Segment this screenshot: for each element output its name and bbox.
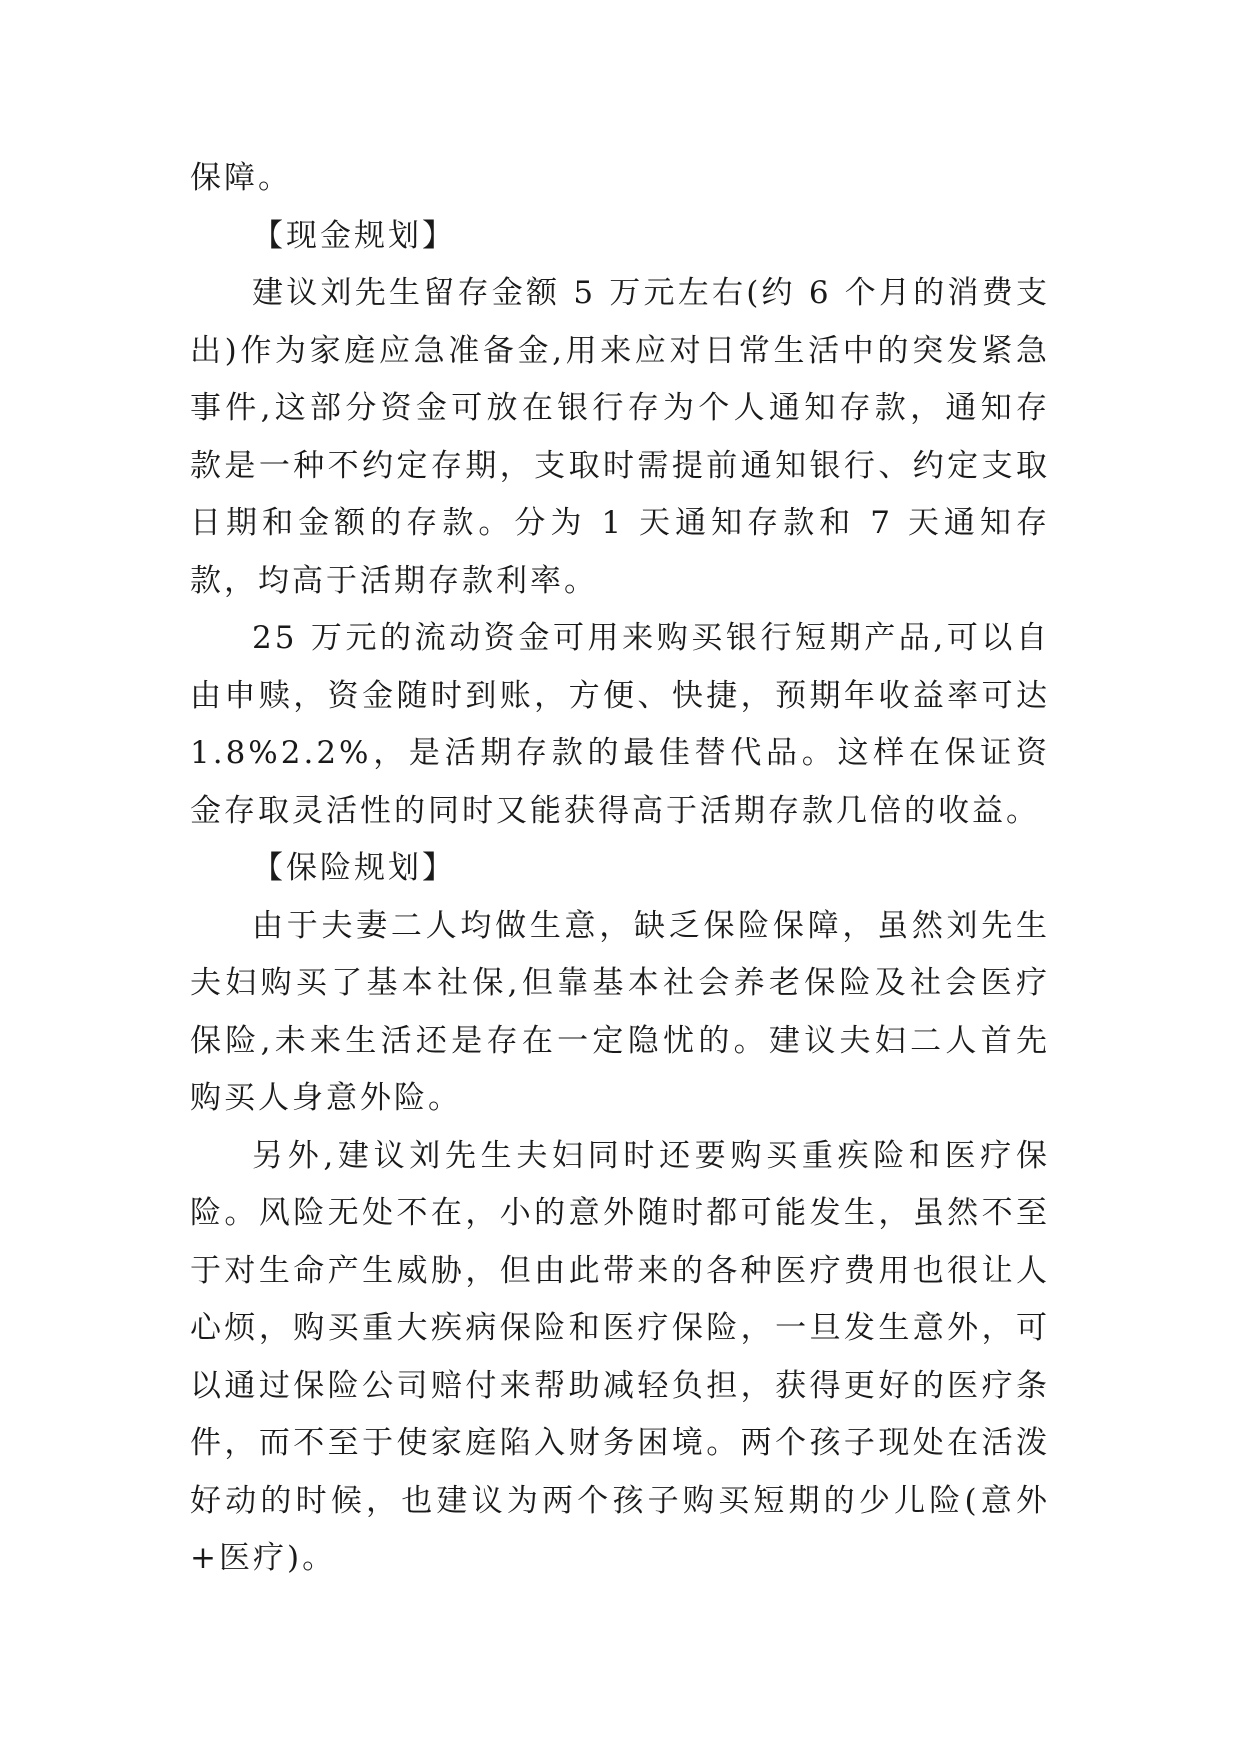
section-heading-insurance-planning: 【保险规划】 xyxy=(252,850,456,886)
paragraph-continuation: 保障。 xyxy=(190,160,292,196)
document-body xyxy=(190,150,1050,1588)
paragraph-medical-insurance: 另外,建议刘先生夫妇同时还要购买重疾险和医疗保险。风险无处不在，小的意外随时都可能发生，虽然不至于对生命产生威胁，但由此带来的各种医疗费用也很让人心烦，购买重大疾病保险和医疗保险，一旦发生意外，可以通过保险公司赔付来帮助减轻负担，获得更好的医疗条件，而不至于使家庭陷入财务困境。两个孩子现处在活泼好动的时候，也建议为两个孩子购买短期的少儿险(意外+医疗)。 xyxy=(190,1137,1050,1576)
paragraph-emergency-fund: 建议刘先生留存金额 5 万元左右(约 6 个月的消费支出)作为家庭应急准备金,用来应对日常生活中的突发紧急事件,这部分资金可放在银行存为个人通知存款，通知存款是一种不约定存期，支取时需提前通知银行、约定支取日期和金额的存款。分为 1 天通知存款和 7 天通知存款，均高于活期存款利率。 xyxy=(190,275,1050,599)
paragraph-accident-insurance: 由于夫妻二人均做生意，缺乏保险保障，虽然刘先生夫妇购买了基本社保,但靠基本社会养老保险及社会医疗保险,未来生活还是存在一定隐忧的。建议夫妇二人首先购买人身意外险。 xyxy=(190,907,1050,1116)
paragraph-liquid-funds: 25 万元的流动资金可用来购买银行短期产品,可以自由申赎，资金随时到账，方便、快捷，预期年收益率可达1.8%2.2%，是活期存款的最佳替代品。这样在保证资金存取灵活性的同时又能获得高于活期存款几倍的收益。 xyxy=(190,620,1050,829)
section-heading-cash-planning: 【现金规划】 xyxy=(252,217,456,254)
